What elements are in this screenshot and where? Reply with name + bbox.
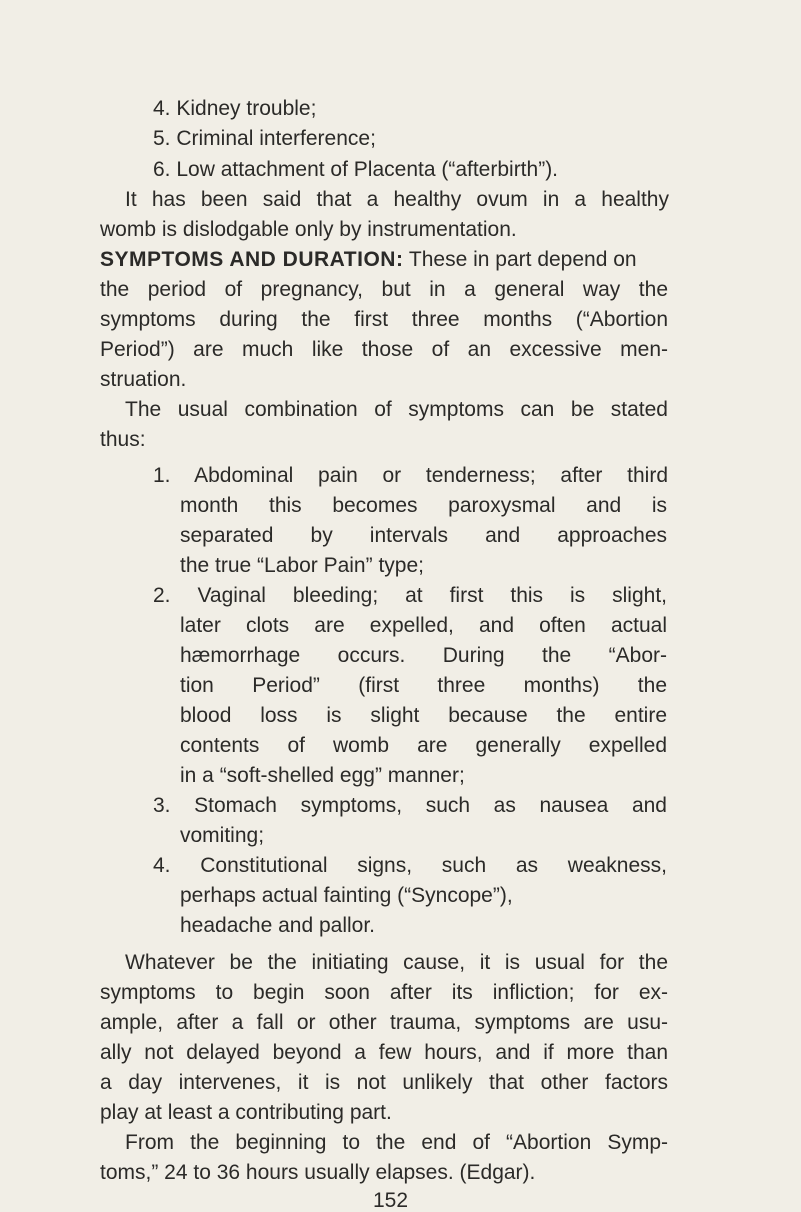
paragraph-line: It has been said that a healthy ovum in a healthy	[125, 188, 669, 211]
paragraph-line: headache and pallor.	[180, 914, 375, 937]
paragraph-line: a day intervenes, it is not unlikely that other factors	[100, 1071, 668, 1094]
section-heading: SYMPTOMS AND DURATION:	[100, 248, 404, 271]
symptom-item-constitutional: 4. Constitutional signs, such as weakness,	[153, 854, 667, 877]
paragraph-text: These in part depend on	[408, 248, 637, 271]
paragraph-line: womb is dislodgable only by instrumentation.	[100, 218, 517, 241]
paragraph-line: struation.	[100, 368, 187, 391]
paragraph-line: symptoms to begin soon after its infliction; for ex-	[100, 981, 668, 1004]
paragraph-line: Whatever be the initiating cause, it is usual for the	[125, 951, 668, 974]
paragraph-line: vomiting;	[180, 824, 265, 847]
paragraph-line: ally not delayed beyond a few hours, and if more than	[100, 1041, 668, 1064]
paragraph-line: toms,” 24 to 36 hours usually elapses. (Edgar).	[100, 1161, 536, 1184]
paragraph-line: contents of womb are generally expelled	[180, 734, 667, 757]
symptom-item-abdominal-pain: 1. Abdominal pain or tenderness; after third	[153, 464, 668, 487]
paragraph-line: ample, after a fall or other trauma, symptoms are usu-	[100, 1011, 668, 1034]
paragraph-line: The usual combination of symptoms can be stated	[125, 398, 668, 421]
paragraph-line: tion Period” (first three months) the	[180, 674, 667, 697]
page-number: 152	[373, 1189, 409, 1212]
paragraph-line: From the beginning to the end of “Abortion Symp-	[125, 1131, 668, 1154]
paragraph-line: thus:	[100, 428, 146, 451]
list-item-criminal-interference: 5. Criminal interference;	[153, 127, 376, 150]
paragraph-line: month this becomes paroxysmal and is	[180, 494, 667, 517]
paragraph-line: the period of pregnancy, but in a general way the	[100, 278, 668, 301]
paragraph-line: in a “soft-shelled egg” manner;	[180, 764, 465, 787]
paragraph-line: blood loss is slight because the entire	[180, 704, 667, 727]
paragraph-line: play at least a contributing part.	[100, 1101, 392, 1124]
paragraph-line: perhaps actual fainting (“Syncope”),	[180, 884, 513, 907]
paragraph-line: hæmorrhage occurs. During the “Abor-	[180, 644, 667, 667]
symptom-item-stomach: 3. Stomach symptoms, such as nausea and	[153, 794, 667, 817]
paragraph-line: later clots are expelled, and often actual	[180, 614, 667, 637]
paragraph-line: the true “Labor Pain” type;	[180, 554, 424, 577]
list-item-low-attachment-placenta: 6. Low attachment of Placenta (“afterbirth”).	[153, 158, 559, 181]
paragraph-line: separated by intervals and approaches	[180, 524, 667, 547]
paragraph-line: Period”) are much like those of an excessive men-	[100, 338, 668, 361]
section-heading-line	[100, 249, 672, 270]
symptom-item-vaginal-bleeding: 2. Vaginal bleeding; at first this is slight,	[153, 584, 667, 607]
list-item-kidney-trouble: 4. Kidney trouble;	[153, 97, 317, 120]
paragraph-line: symptoms during the first three months (“Abortion	[100, 308, 668, 331]
